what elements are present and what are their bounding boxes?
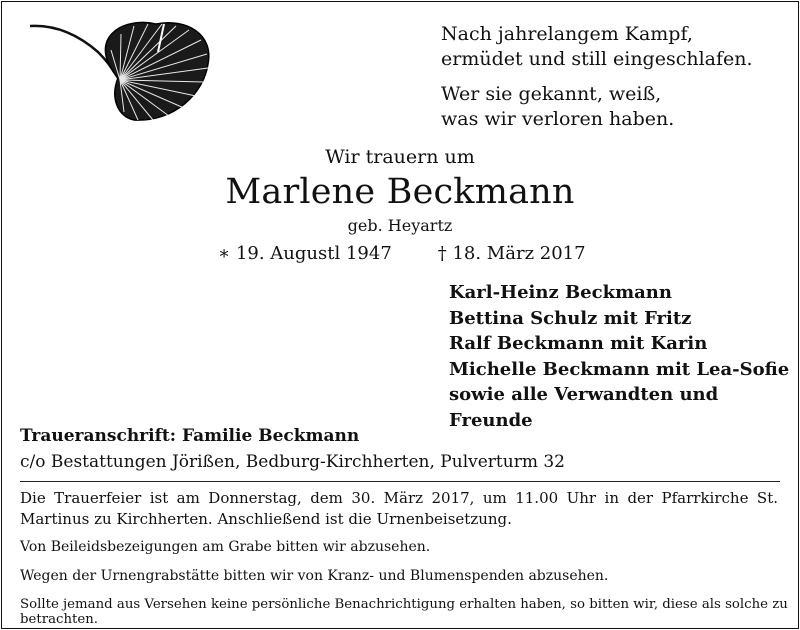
mourner: Karl-Heinz Beckmann [449,282,672,303]
quote [441,22,753,142]
mourner: sowie alle Verwandten und Freunde [449,384,719,431]
quote-line: ermüdet und still eingeschlafen. [441,48,753,70]
quote-line: Wer sie gekannt, weiß, [441,83,662,105]
quote-stanza [441,22,753,72]
mourners-list [449,280,800,433]
quote-line: was wir verloren haben. [441,108,675,130]
deceased-name: Marlene Beckmann [225,172,575,212]
quote-stanza [441,82,753,132]
mourner: Bettina Schulz mit Fritz [449,307,692,329]
intro-text: Wir trauern um [325,146,475,168]
birth-date: ∗ 19. Augustl 1947 [218,243,392,264]
mourner: Michelle Beckmann mit Lea-Sofie [449,358,790,380]
note: Von Beileidsbezeigungen am Grabe bitten wir abzusehen. [20,539,431,555]
address-line: c/o Bestattungen Jörißen, Bedburg-Kirchherten, Pulverturm 32 [20,452,565,472]
note: Sollte jemand aus Versehen keine persönliche Benachrichtigung erhalten haben, so bitten wir, diese als solche zu betrachten. [20,597,788,627]
death-date: † 18. März 2017 [437,243,586,264]
quote-line: Nach jahrelangem Kampf, [441,23,693,45]
divider [20,481,780,482]
maiden-name: geb. Heyartz [347,216,453,235]
life-dates [218,243,586,264]
ginkgo-leaf-icon [26,12,226,142]
note: Wegen der Urnengrabstätte bitten wir von Kranz- und Blumenspenden abzusehen. [20,568,609,584]
address-title: Traueranschrift: Familie Beckmann [20,426,360,446]
funeral-info: Die Trauerfeier ist am Donnerstag, dem 30. März 2017, um 11.00 Uhr in der Pfarrkirche St. Martinus zu Kirchherten. Anschließend ist die Urnenbeisetzung. [20,489,778,528]
mourner: Ralf Beckmann mit Karin [449,333,708,354]
